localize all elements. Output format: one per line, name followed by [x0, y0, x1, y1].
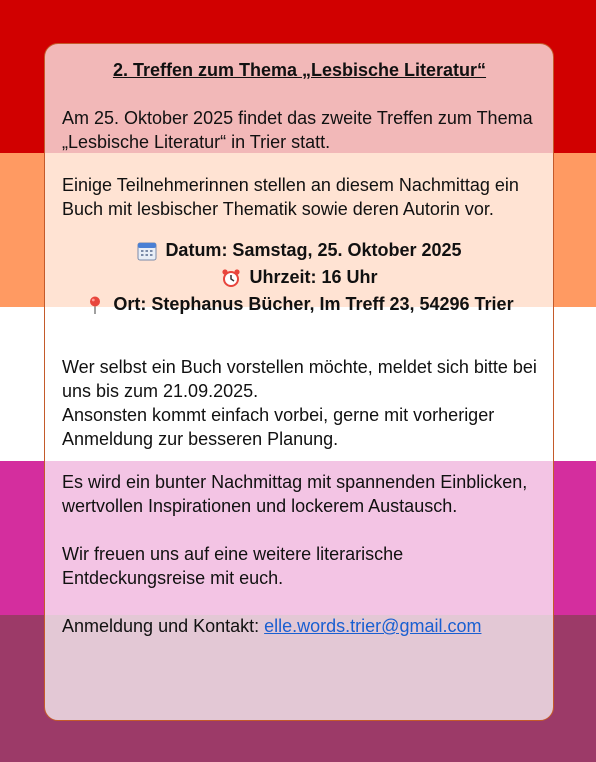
contact-email-link[interactable]: elle.words.trier@gmail.com [264, 616, 482, 636]
alarm-clock-icon [221, 268, 241, 288]
walk-in-text: Ansonsten kommt einfach vorbei, gerne mit vorheriger Anmeldung zur besseren Planung. [62, 405, 495, 449]
call-to-present-text: Wer selbst ein Buch vorstellen möchte, meldet sich bitte bei uns bis zum 21.09.2025. [62, 357, 537, 401]
intro-text: Am 25. Oktober 2025 findet das zweite Treffen zum Thema „Lesbische Literatur“ in Trier statt. [62, 108, 533, 152]
farewell-text: Wir freuen uns auf eine weitere literarische Entdeckungsreise mit euch. [62, 544, 404, 588]
place-row [62, 291, 537, 318]
calendar-icon [137, 241, 157, 261]
date-text: Datum: Samstag, 25. Oktober 2025 [165, 240, 462, 260]
event-card [44, 43, 554, 721]
closing-text: Es wird ein bunter Nachmittag mit spannenden Einblicken, wertvollen Inspirationen und lockerem Austausch. [62, 472, 528, 516]
contact-line [62, 614, 537, 638]
event-info [62, 237, 537, 318]
pushpin-icon [85, 295, 105, 315]
description-text: Einige Teilnehmerinnen stellen an diesem Nachmittag ein Buch mit lesbischer Thematik sowie deren Autorin vor. [62, 175, 519, 219]
date-row [62, 237, 537, 264]
time-row [62, 264, 537, 291]
event-title: 2. Treffen zum Thema „Lesbische Literatur“ [112, 60, 487, 80]
contact-label: Anmeldung und Kontakt: [62, 616, 265, 636]
time-text: Uhrzeit: 16 Uhr [249, 267, 378, 287]
place-text: Ort: Stephanus Bücher, Im Treff 23, 54296 Trier [113, 294, 514, 314]
